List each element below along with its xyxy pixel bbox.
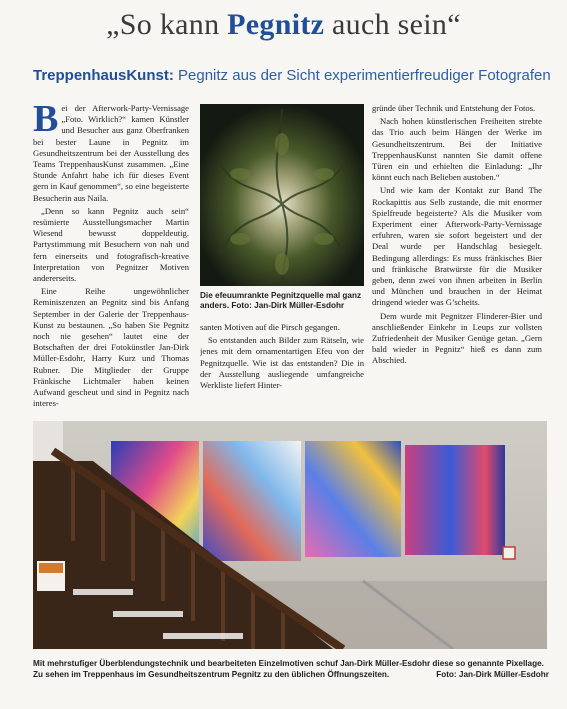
photo-caption-1	[200, 291, 370, 311]
paragraph: santen Motiven auf die Pirsch gegangen.	[200, 322, 340, 332]
subhead-kicker: TreppenhausKunst:	[33, 67, 174, 84]
paragraph: „Denn so kann Pegnitz auch sein“ resümierte Ausstellungsmacher Martin Wiesend bewusst doppeldeutig. Partystimmung mit Besuchern von nah und fern einerseits und fotografisch-kreative Interpretation von Pegnitzer Motiven andererseits.	[33, 205, 189, 284]
article-column-2	[200, 322, 364, 420]
stairwell-graphic	[33, 421, 547, 649]
caption-text: Die efeuumrankte Pegnitzquelle mal ganz anders.	[200, 291, 362, 310]
headline-open: „So kann	[106, 8, 228, 41]
headline-highlight: Pegnitz	[227, 8, 325, 41]
paragraph: ei der Afterwork-Party-Vernissage „Foto. Wirklich?“ kamen Künstler und Besucher aus ganz Oberfranken bei bester Laune in Pegnitz im Gesundheitszentrum bei der Ausstellung des Teams TreppenhausKunst zusammen. „Eine Stunde Anfahrt habe ich für dieses Event gern in Kauf genommen“, so eine begeisterte Besucherin aus Naila.	[33, 103, 189, 203]
paragraph: Eine Reihe ungewöhnlicher Reminiszenzen an Pegnitz sind bis Anfang September in der Galerie der Treppenhaus-Kunst zu bestaunen. „So haben Sie Pegnitz noch nie gesehen“ lautet eine der Botschaften der drei Fotokünstler Jan-Dirk Müller-Esdohr, Harry Kurz und Thomas Rubner. Die Mitglieder der Gruppe Fränkische Lichtmaler haben keinen Aufwand gescheut und sind in Pegnitz nach interes-	[33, 286, 189, 409]
photo-credit: Foto: Jan-Dirk Müller-Esdohr	[436, 670, 549, 679]
photo-caption-2	[33, 658, 549, 680]
stairwell-gallery-photo	[33, 421, 547, 649]
headline-rest: auch sein“	[324, 8, 461, 41]
caption-text: Mit mehrstufiger Überblendungstechnik und bearbeiteten Einzelmotiven schuf Jan-Dirk Müller-Esdohr diese so genannte Pixellage. Zu sehen im Treppenhaus im Gesundheitszentrum Pegnitz zu den üblichen Öffnungszeiten.	[33, 659, 544, 679]
article-column-1	[33, 103, 189, 421]
drop-cap: B	[33, 103, 59, 140]
paragraph: Und wie kam der Kontakt zur Band The Rockapittis aus Selb zustande, die mit enormer Spielfreude begeisterte? Als die Musiker vom Experiment einer Afterwork-Party-Vernissage erfuhren, waren sie sofort begeistert und der Deal wurde per Handschlag besiegelt. Bedingung allerdings: Es muss fränkisches Bier und fränkische Bratwürste für die Musiker geben, denn zwei von ihnen arbeiten in Berlin und München und brauchen in der Heimat dringend wieder was G’scheits.	[372, 185, 542, 308]
headline	[0, 8, 567, 42]
subhead-text: Pegnitz aus der Sicht experimentierfreudiger Fotografen	[173, 67, 551, 84]
ivy-pattern-graphic	[200, 104, 364, 286]
paragraph: Nach hohen künstlerischen Freiheiten strebte das Trio auch beim Hängen der Werke im Gesundheitszentrum. Bei der Initiative TreppenhausKunst nannten Sie damit offene Türen ein und erhielten die Einladung: „Ihr könnt euch nach Belieben austoben.“	[372, 116, 542, 183]
paragraph: gründe über Technik und Entstehung der Fotos.	[372, 103, 536, 113]
subheadline	[33, 67, 553, 84]
paragraph: Dem wurde mit Pegnitzer Flinderer-Bier und anschließender Einkehr in Leups zur vollsten Zufriedenheit der Musiker Genüge getan. „Gern bald wieder in Pegnitz“ hieß es dann zum Abschied.	[372, 310, 542, 366]
photo-credit: Foto: Jan-Dirk Müller-Esdohr	[231, 301, 345, 310]
paragraph: So entstanden auch Bilder zum Rätseln, wie jenes mit dem ornamentartigen Efeu von der Pegnitzquelle. Wie ist das entstanden? Die in der Ausstellung ausliegende umfangreiche Werkliste liefert Hinter-	[200, 335, 364, 391]
ivy-spring-photo	[200, 104, 364, 286]
article-column-3	[372, 103, 542, 421]
